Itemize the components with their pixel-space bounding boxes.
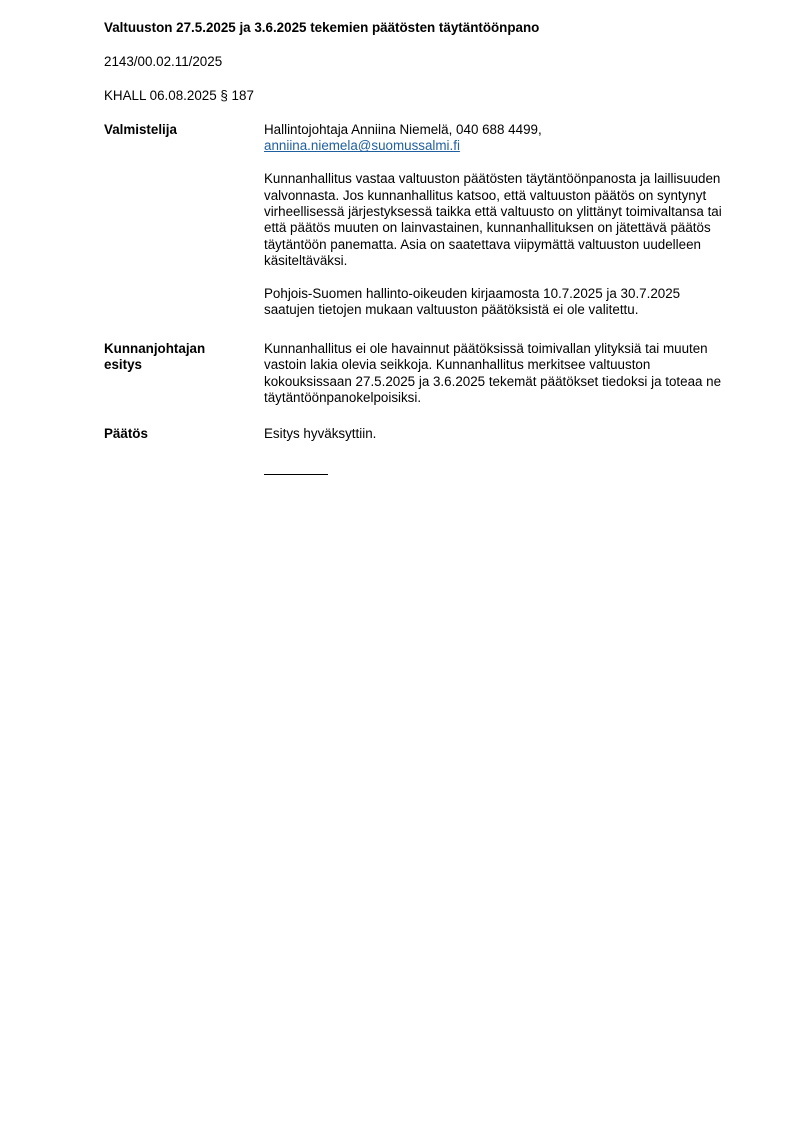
preparer-paragraph-2: Pohjois-Suomen hallinto-oikeuden kirjaamosta 10.7.2025 ja 30.7.2025 saatujen tietojen mukaan valtuuston päätöksistä ei ole valitettu. bbox=[264, 286, 681, 318]
preparer-contact: Hallintojohtaja Anniina Niemelä, 040 688 4499, bbox=[264, 122, 542, 137]
preparer-email-link[interactable]: anniina.niemela@suomussalmi.fi bbox=[264, 138, 460, 154]
proposal-content bbox=[264, 341, 734, 407]
preparer-content bbox=[264, 122, 734, 319]
proposal-label bbox=[104, 341, 254, 374]
proposal-label-line2: esitys bbox=[104, 357, 142, 373]
meeting-reference: KHALL 06.08.2025 § 187 bbox=[104, 88, 254, 103]
document-title: Valtuuston 27.5.2025 ja 3.6.2025 tekemien päätösten täytäntöönpano bbox=[104, 20, 540, 35]
decision-text: Esitys hyväksyttiin. bbox=[264, 426, 377, 441]
preparer-paragraph-1: Kunnanhallitus vastaa valtuuston päätösten täytäntöönpanosta ja laillisuuden valvonnasta. Jos kunnanhallitus katsoo, että valtuuston päätös on syntynyt virheellisessä järjestyksessä taikka että valtuusto on ylittänyt toimivaltansa tai että päätös muuten on lainvastainen, kunnanhallituksen on jätettävä päätös täytäntöön panematta. Asia on saatettava viipymättä valtuuston uudelleen käsiteltäväksi. bbox=[264, 171, 722, 269]
decision-content bbox=[264, 426, 734, 442]
proposal-label-line1: Kunnanjohtajan bbox=[104, 341, 206, 356]
record-number: 2143/00.02.11/2025 bbox=[104, 54, 223, 69]
decision-label: Päätös bbox=[104, 426, 148, 441]
proposal-text: Kunnanhallitus ei ole havainnut päätöksissä toimivallan ylityksiä tai muuten vastoin lakia olevia seikkoja. Kunnanhallitus merkitsee valtuuston kokouksissaan 27.5.2025 ja 3.6.2025 tekemät päätökset tiedoksi ja toteaa ne täytäntöönpanokelpoisiksi. bbox=[264, 341, 722, 406]
preparer-label: Valmistelija bbox=[104, 122, 177, 137]
signature-divider bbox=[264, 474, 328, 475]
